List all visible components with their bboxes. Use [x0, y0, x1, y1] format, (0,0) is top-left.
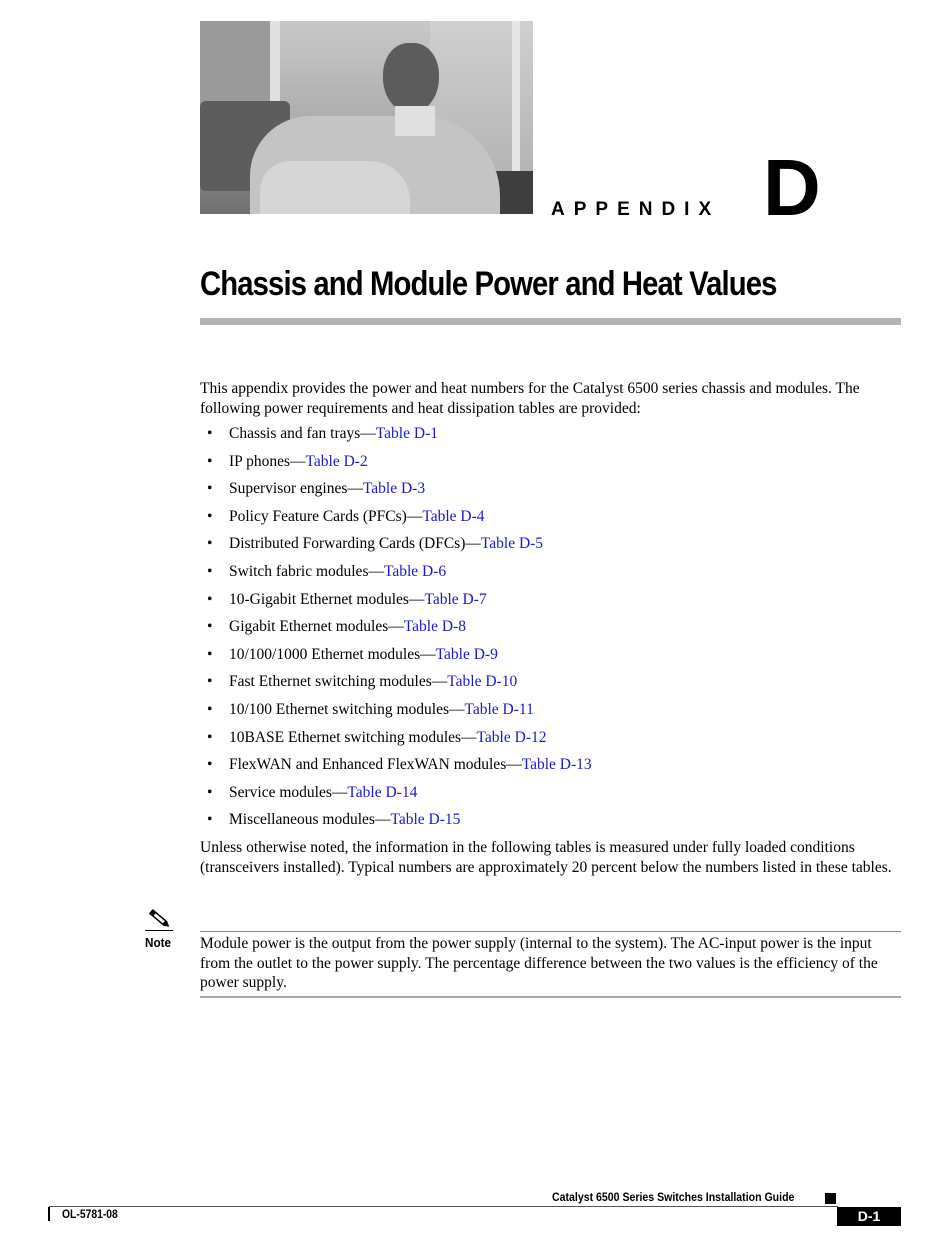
table-link[interactable]: Table D-4 — [422, 507, 485, 525]
note-divider-top — [200, 931, 901, 932]
list-item: • FlexWAN and Enhanced FlexWAN modules—Table D-13 — [207, 756, 592, 774]
footer-tick — [48, 1207, 50, 1221]
table-link[interactable]: Table D-9 — [435, 645, 498, 663]
list-item: • Policy Feature Cards (PFCs)—Table D-4 — [207, 507, 485, 525]
table-link[interactable]: Table D-2 — [305, 452, 368, 470]
table-link[interactable]: Table D-13 — [521, 756, 592, 774]
table-link[interactable]: Table D-7 — [424, 590, 487, 608]
list-item: • 10-Gigabit Ethernet modules—Table D-7 — [207, 590, 487, 608]
table-link[interactable]: Table D-10 — [447, 673, 518, 691]
table-list — [200, 424, 592, 838]
note-text: Module power is the output from the power supply (internal to the system). The AC-input power is the input from the outlet to the power supply. The percentage difference between the two values is the efficiency of the power supply. — [200, 935, 878, 991]
page-title: Chassis and Module Power and Heat Values — [200, 265, 777, 303]
list-item: • Chassis and fan trays—Table D-1 — [207, 425, 438, 442]
list-item: • Fast Ethernet switching modules—Table D-10 — [207, 673, 518, 691]
list-item: • Gigabit Ethernet modules—Table D-8 — [207, 618, 466, 636]
title-divider — [200, 318, 901, 325]
table-link[interactable]: Table D-8 — [403, 618, 466, 636]
list-item: • 10/100 Ethernet switching modules—Table D-11 — [207, 700, 534, 718]
note-label: Note — [145, 935, 172, 950]
list-item: • Supervisor engines—Table D-3 — [207, 480, 426, 498]
table-link[interactable]: Table D-14 — [347, 783, 418, 801]
table-link[interactable]: Table D-3 — [362, 480, 426, 498]
table-link[interactable]: Table D-6 — [383, 562, 447, 580]
list-item: • Miscellaneous modules—Table D-15 — [207, 811, 461, 829]
footer-marker — [825, 1193, 836, 1204]
list-item: • IP phones—Table D-2 — [207, 452, 368, 470]
footer-divider — [49, 1206, 838, 1207]
pencil-icon — [147, 908, 173, 930]
list-item: • Distributed Forwarding Cards (DFCs)—Table D-5 — [207, 535, 544, 553]
intro-paragraph: This appendix provides the power and heat numbers for the Catalyst 6500 series chassis and modules. The following power requirements and heat dissipation tables are provided: — [200, 380, 860, 417]
footer-doc-number: OL-5781-08 — [62, 1209, 118, 1221]
conditions-paragraph: Unless otherwise noted, the information in the following tables is measured under fully loaded conditions (transceivers installed). Typical numbers are approximately 20 percent below the numbers listed in these tables. — [200, 839, 892, 876]
footer-guide-title: Catalyst 6500 Series Switches Installation Guide — [552, 1190, 795, 1204]
page-number: D-1 — [837, 1207, 901, 1226]
table-link[interactable]: Table D-11 — [464, 700, 534, 718]
header-photo — [200, 21, 533, 214]
table-link[interactable]: Table D-15 — [390, 811, 461, 829]
appendix-letter: D — [763, 143, 821, 232]
table-link[interactable]: Table D-12 — [476, 728, 547, 746]
note-icon-underline — [145, 930, 173, 931]
list-item: • 10BASE Ethernet switching modules—Table D-12 — [207, 728, 547, 746]
list-item: • 10/100/1000 Ethernet modules—Table D-9 — [207, 645, 498, 663]
note-divider-bottom — [200, 996, 901, 998]
list-item: • Switch fabric modules—Table D-6 — [207, 562, 447, 580]
table-link[interactable]: Table D-5 — [480, 535, 544, 553]
table-link[interactable]: Table D-1 — [375, 425, 438, 442]
list-item: • Service modules—Table D-14 — [207, 783, 418, 801]
appendix-label: APPENDIX — [551, 199, 721, 220]
